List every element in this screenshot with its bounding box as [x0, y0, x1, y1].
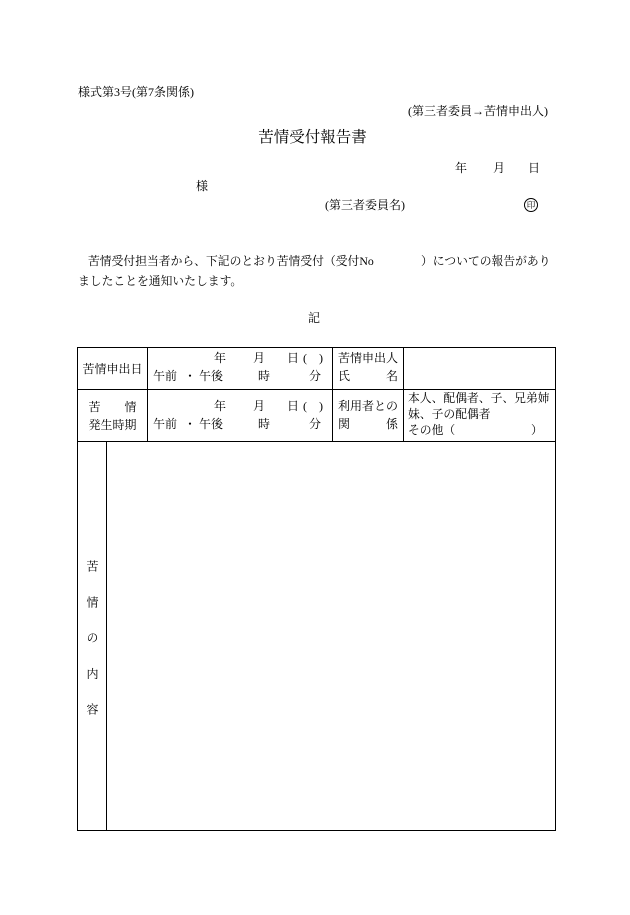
complaint-table [77, 347, 556, 831]
occurrence-time-year: 年 [214, 399, 227, 413]
complainant-label-line1: 苦情申出人 [338, 351, 399, 365]
complaint-date-hour: 時 [258, 369, 271, 383]
occurrence-time-value-cell [148, 390, 333, 442]
complaint-date-day: 日 [287, 351, 300, 365]
form-number: 様式第3号(第7条関係) [78, 85, 194, 99]
complaint-date-separator: ・ [184, 369, 197, 383]
relationship-label-cell [333, 390, 404, 442]
occurrence-time-label-cell [78, 390, 148, 442]
occurrence-time-label-line1: 苦 情 [88, 399, 137, 414]
date-day-label: 日 [528, 161, 541, 175]
occurrence-time-day: 日 [287, 399, 300, 413]
page-title: 苦情受付報告書 [258, 129, 367, 146]
complaint-date-label-cell [78, 348, 148, 390]
complaint-date-month: 月 [253, 351, 266, 365]
complaint-content-area [107, 442, 555, 830]
complaint-date-pm: 午後 [199, 369, 224, 383]
date-year-label: 年 [455, 161, 468, 175]
complaint-date-weekday-close: ) [319, 351, 323, 365]
complainant-label-line2: 氏 名 [338, 369, 399, 383]
complainant-label-cell [333, 348, 404, 390]
notice-line2: ましたことを通知いたします。 [78, 274, 243, 288]
relationship-label-line2: 関 係 [338, 417, 399, 431]
relationship-other-close: ） [531, 423, 543, 437]
date-month-label: 月 [493, 161, 506, 175]
occurrence-time-weekday-close: ) [319, 399, 323, 413]
occurrence-time-hour: 時 [258, 417, 271, 431]
notice-line1-tail: ）についての報告があり [421, 254, 551, 268]
seal-character: 印 [526, 199, 536, 210]
relationship-options-cell [404, 390, 555, 442]
complaint-date-label: 苦情申出日 [82, 361, 143, 376]
relationship-label-line1: 利用者との [338, 399, 399, 413]
complaint-content-label-cell [78, 442, 107, 830]
relationship-options-line1: 本人、配偶者、子、兄弟姉 [408, 391, 550, 405]
occurrence-time-am: 午前 [153, 417, 178, 431]
sender-label: (第三者委員名) [325, 198, 405, 212]
complaint-date-am: 午前 [153, 369, 178, 383]
complaint-date-year: 年 [214, 351, 227, 365]
ki-heading: 記 [308, 311, 321, 325]
complaint-content-label: 苦情の内容 [85, 560, 99, 739]
occurrence-time-minute: 分 [309, 417, 322, 431]
complainant-name-field [404, 348, 555, 390]
relationship-options-line2: 妹、子の配偶者 [408, 407, 491, 421]
relationship-other-open: その他（ [408, 423, 456, 437]
direction-note: (第三者委員→苦情申出人) [408, 104, 548, 118]
occurrence-time-month: 月 [253, 399, 266, 413]
complaint-date-weekday-open: ( [303, 351, 307, 365]
seal-mark [524, 198, 538, 212]
occurrence-time-weekday-open: ( [303, 399, 307, 413]
addressee-honorific: 様 [196, 179, 209, 193]
complaint-date-minute: 分 [309, 369, 322, 383]
complaint-date-value-cell [148, 348, 333, 390]
notice-line1-head: 苦情受付担当者から、下記のとおり苦情受付（受付No [88, 254, 374, 268]
occurrence-time-label-line2: 発生時期 [88, 417, 137, 432]
occurrence-time-separator: ・ [184, 417, 197, 431]
occurrence-time-pm: 午後 [199, 417, 224, 431]
